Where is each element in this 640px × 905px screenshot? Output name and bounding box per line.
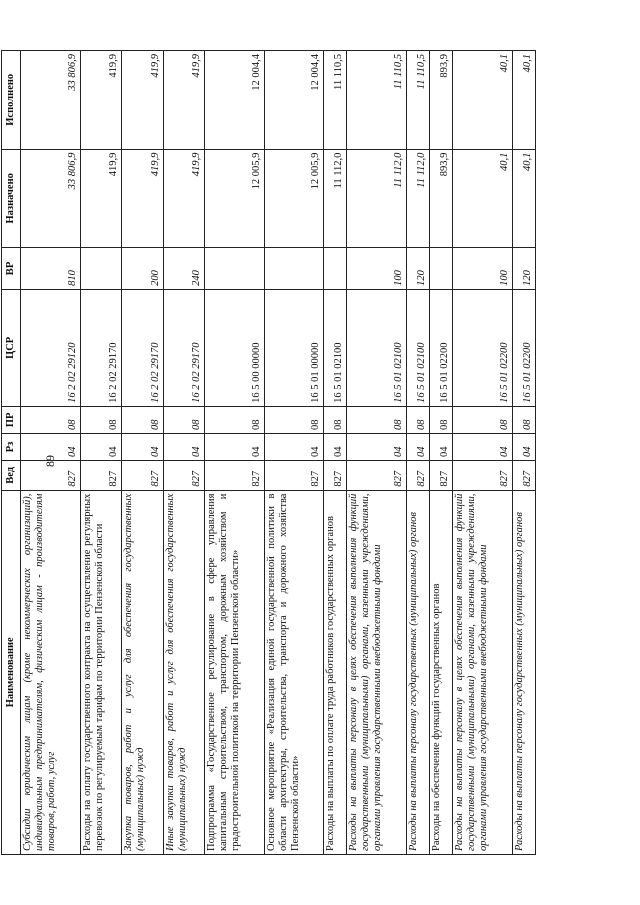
cell-ved: 827 [324,461,347,491]
header-csr: ЦСР [2,289,21,406]
cell-executed: 40,1 [512,51,535,150]
table-header-row [2,51,21,855]
cell-ved: 827 [407,461,430,491]
cell-vr: 240 [163,248,204,290]
cell-csr: 16 2 02 29120 [21,289,81,406]
cell-csr: 16 5 01 02100 [324,289,347,406]
cell-pr: 08 [407,406,430,433]
cell-vr [204,248,264,290]
cell-csr: 16 2 02 29170 [122,289,163,406]
cell-rz: 04 [453,433,513,460]
cell-executed: 12 004,4 [264,51,324,150]
table-row [264,51,324,855]
cell-pr: 08 [512,406,535,433]
table-row [21,51,81,855]
cell-vr: 810 [21,248,81,290]
cell-rz: 04 [163,433,204,460]
cell-executed: 893,9 [430,51,453,150]
cell-csr: 16 5 01 02200 [453,289,513,406]
cell-ved: 827 [80,461,121,491]
cell-ved: 827 [347,461,407,491]
table-row [453,51,513,855]
cell-ved: 827 [122,461,163,491]
cell-rz: 04 [430,433,453,460]
cell-pr: 08 [453,406,513,433]
table-row [347,51,407,855]
cell-ved: 827 [430,461,453,491]
cell-vr: 200 [122,248,163,290]
cell-pr: 08 [122,406,163,433]
cell-ved: 827 [512,461,535,491]
cell-name: Подпрограмма «Государственное регулирование в сфере управления капитальным строительством, транспортом, дорожным хозяйством и градостроительной политикой на территории Пензенской области» [204,490,264,854]
cell-assigned: 12 005,9 [204,149,264,247]
cell-pr: 08 [324,406,347,433]
cell-assigned: 419,9 [122,149,163,247]
cell-csr: 16 5 01 02100 [407,289,430,406]
cell-name: Субсидии юридическим лицам (кроме некоммерческих организаций), индивидуальным предпринимателям, физическим лицам - производителям товаров, работ, услуг [21,490,81,854]
cell-vr: 100 [347,248,407,290]
table-row [512,51,535,855]
cell-executed: 419,9 [122,51,163,150]
header-vr: ВР [2,248,21,290]
cell-assigned: 11 112,0 [324,149,347,247]
budget-table-sheet [1,50,536,855]
cell-pr: 08 [347,406,407,433]
cell-name: Основное мероприятие «Реализация единой государственной политики в области архитектуры, строительства, транспорта и дорожного хозяйства Пензенской области» [264,490,324,854]
page-number: 89 [43,455,57,467]
cell-csr: 16 5 01 00000 [264,289,324,406]
cell-rz: 04 [512,433,535,460]
cell-pr: 08 [21,406,81,433]
table-row [407,51,430,855]
cell-csr: 16 5 01 02200 [430,289,453,406]
cell-assigned: 11 112,0 [347,149,407,247]
cell-ved: 827 [264,461,324,491]
cell-csr: 16 5 01 02200 [512,289,535,406]
cell-vr: 120 [407,248,430,290]
cell-csr: 16 5 00 00000 [204,289,264,406]
cell-executed: 419,9 [80,51,121,150]
cell-vr [324,248,347,290]
cell-rz: 04 [80,433,121,460]
header-assigned: Назначено [2,149,21,247]
cell-vr [264,248,324,290]
cell-executed: 33 806,9 [21,51,81,150]
cell-pr: 08 [163,406,204,433]
cell-assigned: 419,9 [163,149,204,247]
cell-name: Расходы на выплаты по оплате труда работников государственных органов [324,490,347,854]
cell-name: Расходы на выплаты персоналу в целях обеспечения выполнения функций государственными (муниципальными) органами, казенными учреждениями, органами управления государственными внебюджетными фондами [347,490,407,854]
cell-ved: 827 [204,461,264,491]
table-row [163,51,204,855]
cell-assigned: 40,1 [453,149,513,247]
cell-pr: 08 [204,406,264,433]
header-executed: Исполнено [2,51,21,150]
cell-executed: 40,1 [453,51,513,150]
cell-executed: 11 110,5 [324,51,347,150]
cell-ved: 827 [163,461,204,491]
cell-vr: 120 [512,248,535,290]
table-row [324,51,347,855]
cell-vr [430,248,453,290]
cell-executed: 11 110,5 [347,51,407,150]
cell-rz: 04 [264,433,324,460]
table-row [80,51,121,855]
cell-name: Расходы на выплаты персоналу в целях обеспечения выполнения функций государственными (муниципальными) органами, казенными учреждениями, органами управления государственными внебюджетными фондами [453,490,513,854]
cell-name: Иные закупки товаров, работ и услуг для обеспечения государственных (муниципальных) нужд [163,490,204,854]
cell-ved: 827 [21,461,81,491]
cell-name: Расходы на выплаты персоналу государственных (муниципальных) органов [512,490,535,854]
cell-assigned: 11 112,0 [407,149,430,247]
cell-name: Расходы на выплаты персоналу государственных (муниципальных) органов [407,490,430,854]
cell-pr: 08 [430,406,453,433]
header-ved: Вед [2,461,21,491]
cell-csr: 16 2 02 29170 [163,289,204,406]
cell-csr: 16 2 02 29170 [80,289,121,406]
cell-ved: 827 [453,461,513,491]
cell-rz: 04 [122,433,163,460]
cell-rz: 04 [407,433,430,460]
cell-executed: 11 110,5 [407,51,430,150]
table-row [204,51,264,855]
header-pr: ПР [2,406,21,433]
cell-rz: 04 [324,433,347,460]
table-row [430,51,453,855]
cell-rz: 04 [204,433,264,460]
cell-csr: 16 5 01 02100 [347,289,407,406]
header-rz: Рз [2,433,21,460]
cell-name: Закупка товаров, работ и услуг для обеспечения государственных (муниципальных) нужд [122,490,163,854]
cell-assigned: 419,9 [80,149,121,247]
cell-name: Расходы на оплату государственного контракта на осуществление регулярных перевозок по регулируемым тарифам по территории Пензенской области [80,490,121,854]
cell-vr: 100 [453,248,513,290]
cell-rz: 04 [347,433,407,460]
cell-pr: 08 [80,406,121,433]
cell-pr: 08 [264,406,324,433]
cell-assigned: 40,1 [512,149,535,247]
table-row [122,51,163,855]
cell-assigned: 33 806,9 [21,149,81,247]
table-body [21,51,536,855]
cell-vr [80,248,121,290]
cell-name: Расходы на обеспечение функций государственных органов [430,490,453,854]
cell-assigned: 12 005,9 [264,149,324,247]
budget-table [1,50,536,855]
cell-executed: 12 004,4 [204,51,264,150]
cell-assigned: 893,9 [430,149,453,247]
cell-executed: 419,9 [163,51,204,150]
cell-rz: 04 [21,433,81,460]
header-name: Наименование [2,490,21,854]
